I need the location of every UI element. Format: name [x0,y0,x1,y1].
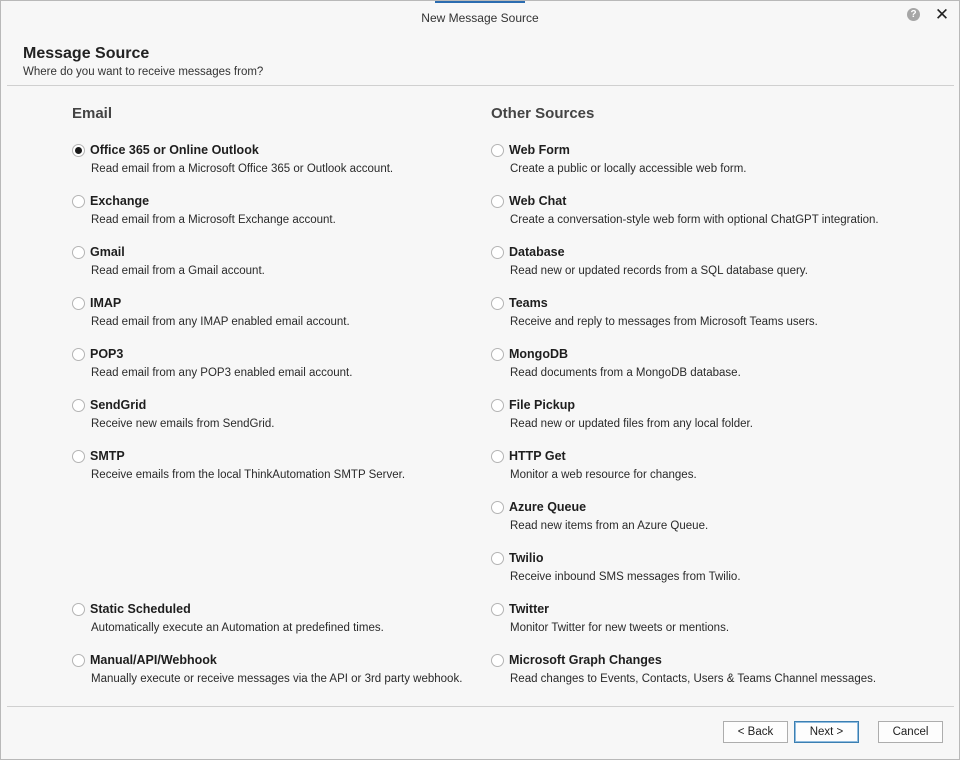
option-http-get[interactable] [491,449,911,493]
option-label[interactable]: SMTP [90,449,125,463]
option-label[interactable]: Twitter [509,602,550,616]
help-icon[interactable]: ? [907,8,920,21]
radio-button[interactable] [491,603,504,616]
option-teams[interactable] [491,296,911,340]
option-description: Receive emails from the local ThinkAutomation SMTP Server. [91,469,406,481]
close-icon[interactable]: ✕ [934,5,950,24]
option-label[interactable]: HTTP Get [509,449,566,463]
radio-button[interactable] [72,450,85,463]
option-label[interactable]: IMAP [90,296,122,310]
option-description: Monitor Twitter for new tweets or mentions. [510,622,730,634]
option-description: Read documents from a MongoDB database. [510,367,741,379]
option-twitter[interactable] [491,602,911,646]
option-description: Read email from a Microsoft Exchange account. [91,214,336,226]
cancel-button[interactable]: Cancel [878,721,943,743]
option-label[interactable]: MongoDB [509,347,569,361]
option-description: Create a public or locally accessible web form. [510,163,747,175]
radio-button[interactable] [491,195,504,208]
option-description: Automatically execute an Automation at predefined times. [91,622,384,634]
page-title: Message Source [23,45,150,62]
option-description: Receive and reply to messages from Microsoft Teams users. [510,316,818,328]
option-web-chat[interactable] [491,194,911,238]
radio-button[interactable] [491,399,504,412]
radio-button[interactable] [72,654,85,667]
option-pop3[interactable] [72,347,492,391]
option-mongodb[interactable] [491,347,911,391]
radio-button[interactable] [72,246,85,259]
option-label[interactable]: Twilio [509,551,544,565]
title-bar [1,1,959,35]
option-gmail[interactable] [72,245,492,289]
option-description: Create a conversation-style web form with optional ChatGPT integration. [510,214,879,226]
back-button[interactable]: < Back [723,721,788,743]
option-imap[interactable] [72,296,492,340]
radio-button[interactable] [72,195,85,208]
other-sources-heading: Other Sources [491,105,595,122]
option-label[interactable]: Static Scheduled [90,602,191,616]
option-smtp[interactable] [72,449,492,493]
title-accent [435,1,525,3]
option-web-form[interactable] [491,143,911,187]
option-description: Read email from any POP3 enabled email account. [91,367,353,379]
option-label[interactable]: Microsoft Graph Changes [509,653,662,667]
option-label[interactable]: Teams [509,296,548,310]
option-label[interactable]: Manual/API/Webhook [90,653,217,667]
radio-button[interactable] [491,450,504,463]
option-database[interactable] [491,245,911,289]
radio-button[interactable] [491,246,504,259]
radio-button[interactable] [491,654,504,667]
option-description: Read new or updated records from a SQL database query. [510,265,808,277]
page-subtitle: Where do you want to receive messages from? [23,66,264,78]
option-description: Read new or updated files from any local folder. [510,418,753,430]
option-twilio[interactable] [491,551,911,595]
radio-button[interactable] [491,144,504,157]
option-label[interactable]: Database [509,245,565,259]
radio-button[interactable] [72,399,85,412]
radio-button[interactable] [72,144,85,157]
option-description: Read email from a Microsoft Office 365 or Outlook account. [91,163,394,175]
option-label[interactable]: Web Form [509,143,570,157]
window-title: New Message Source [421,11,539,25]
option-label[interactable]: File Pickup [509,398,575,412]
option-label[interactable]: Exchange [90,194,150,208]
option-file-pickup[interactable] [491,398,911,442]
option-label[interactable]: Gmail [90,245,125,259]
email-heading: Email [72,105,113,122]
option-microsoft-graph-changes[interactable] [491,653,911,697]
radio-button[interactable] [491,348,504,361]
option-azure-queue[interactable] [491,500,911,544]
radio-button[interactable] [72,297,85,310]
radio-button[interactable] [491,297,504,310]
option-description: Read email from a Gmail account. [91,265,265,277]
option-manual-api-webhook[interactable] [72,653,492,697]
option-label[interactable]: SendGrid [90,398,147,412]
option-static-scheduled[interactable] [72,602,492,646]
footer-divider [7,706,954,707]
option-description: Read changes to Events, Contacts, Users & Teams Channel messages. [510,673,877,685]
option-label[interactable]: Azure Queue [509,500,587,514]
option-label[interactable]: POP3 [90,347,124,361]
option-exchange[interactable] [72,194,492,238]
option-description: Receive new emails from SendGrid. [91,418,275,430]
option-description: Read email from any IMAP enabled email account. [91,316,350,328]
option-sendgrid[interactable] [72,398,492,442]
option-description: Monitor a web resource for changes. [510,469,697,481]
option-description: Receive inbound SMS messages from Twilio. [510,571,741,583]
option-label[interactable]: Office 365 or Online Outlook [90,143,259,157]
option-office-365-or-online-outlook[interactable] [72,143,492,187]
option-description: Manually execute or receive messages via the API or 3rd party webhook. [91,673,463,685]
radio-button[interactable] [72,603,85,616]
header-divider [7,85,954,86]
option-description: Read new items from an Azure Queue. [510,520,709,532]
next-button[interactable]: Next > [794,721,859,743]
radio-button[interactable] [491,501,504,514]
radio-button[interactable] [72,348,85,361]
option-label[interactable]: Web Chat [509,194,567,208]
radio-button[interactable] [491,552,504,565]
